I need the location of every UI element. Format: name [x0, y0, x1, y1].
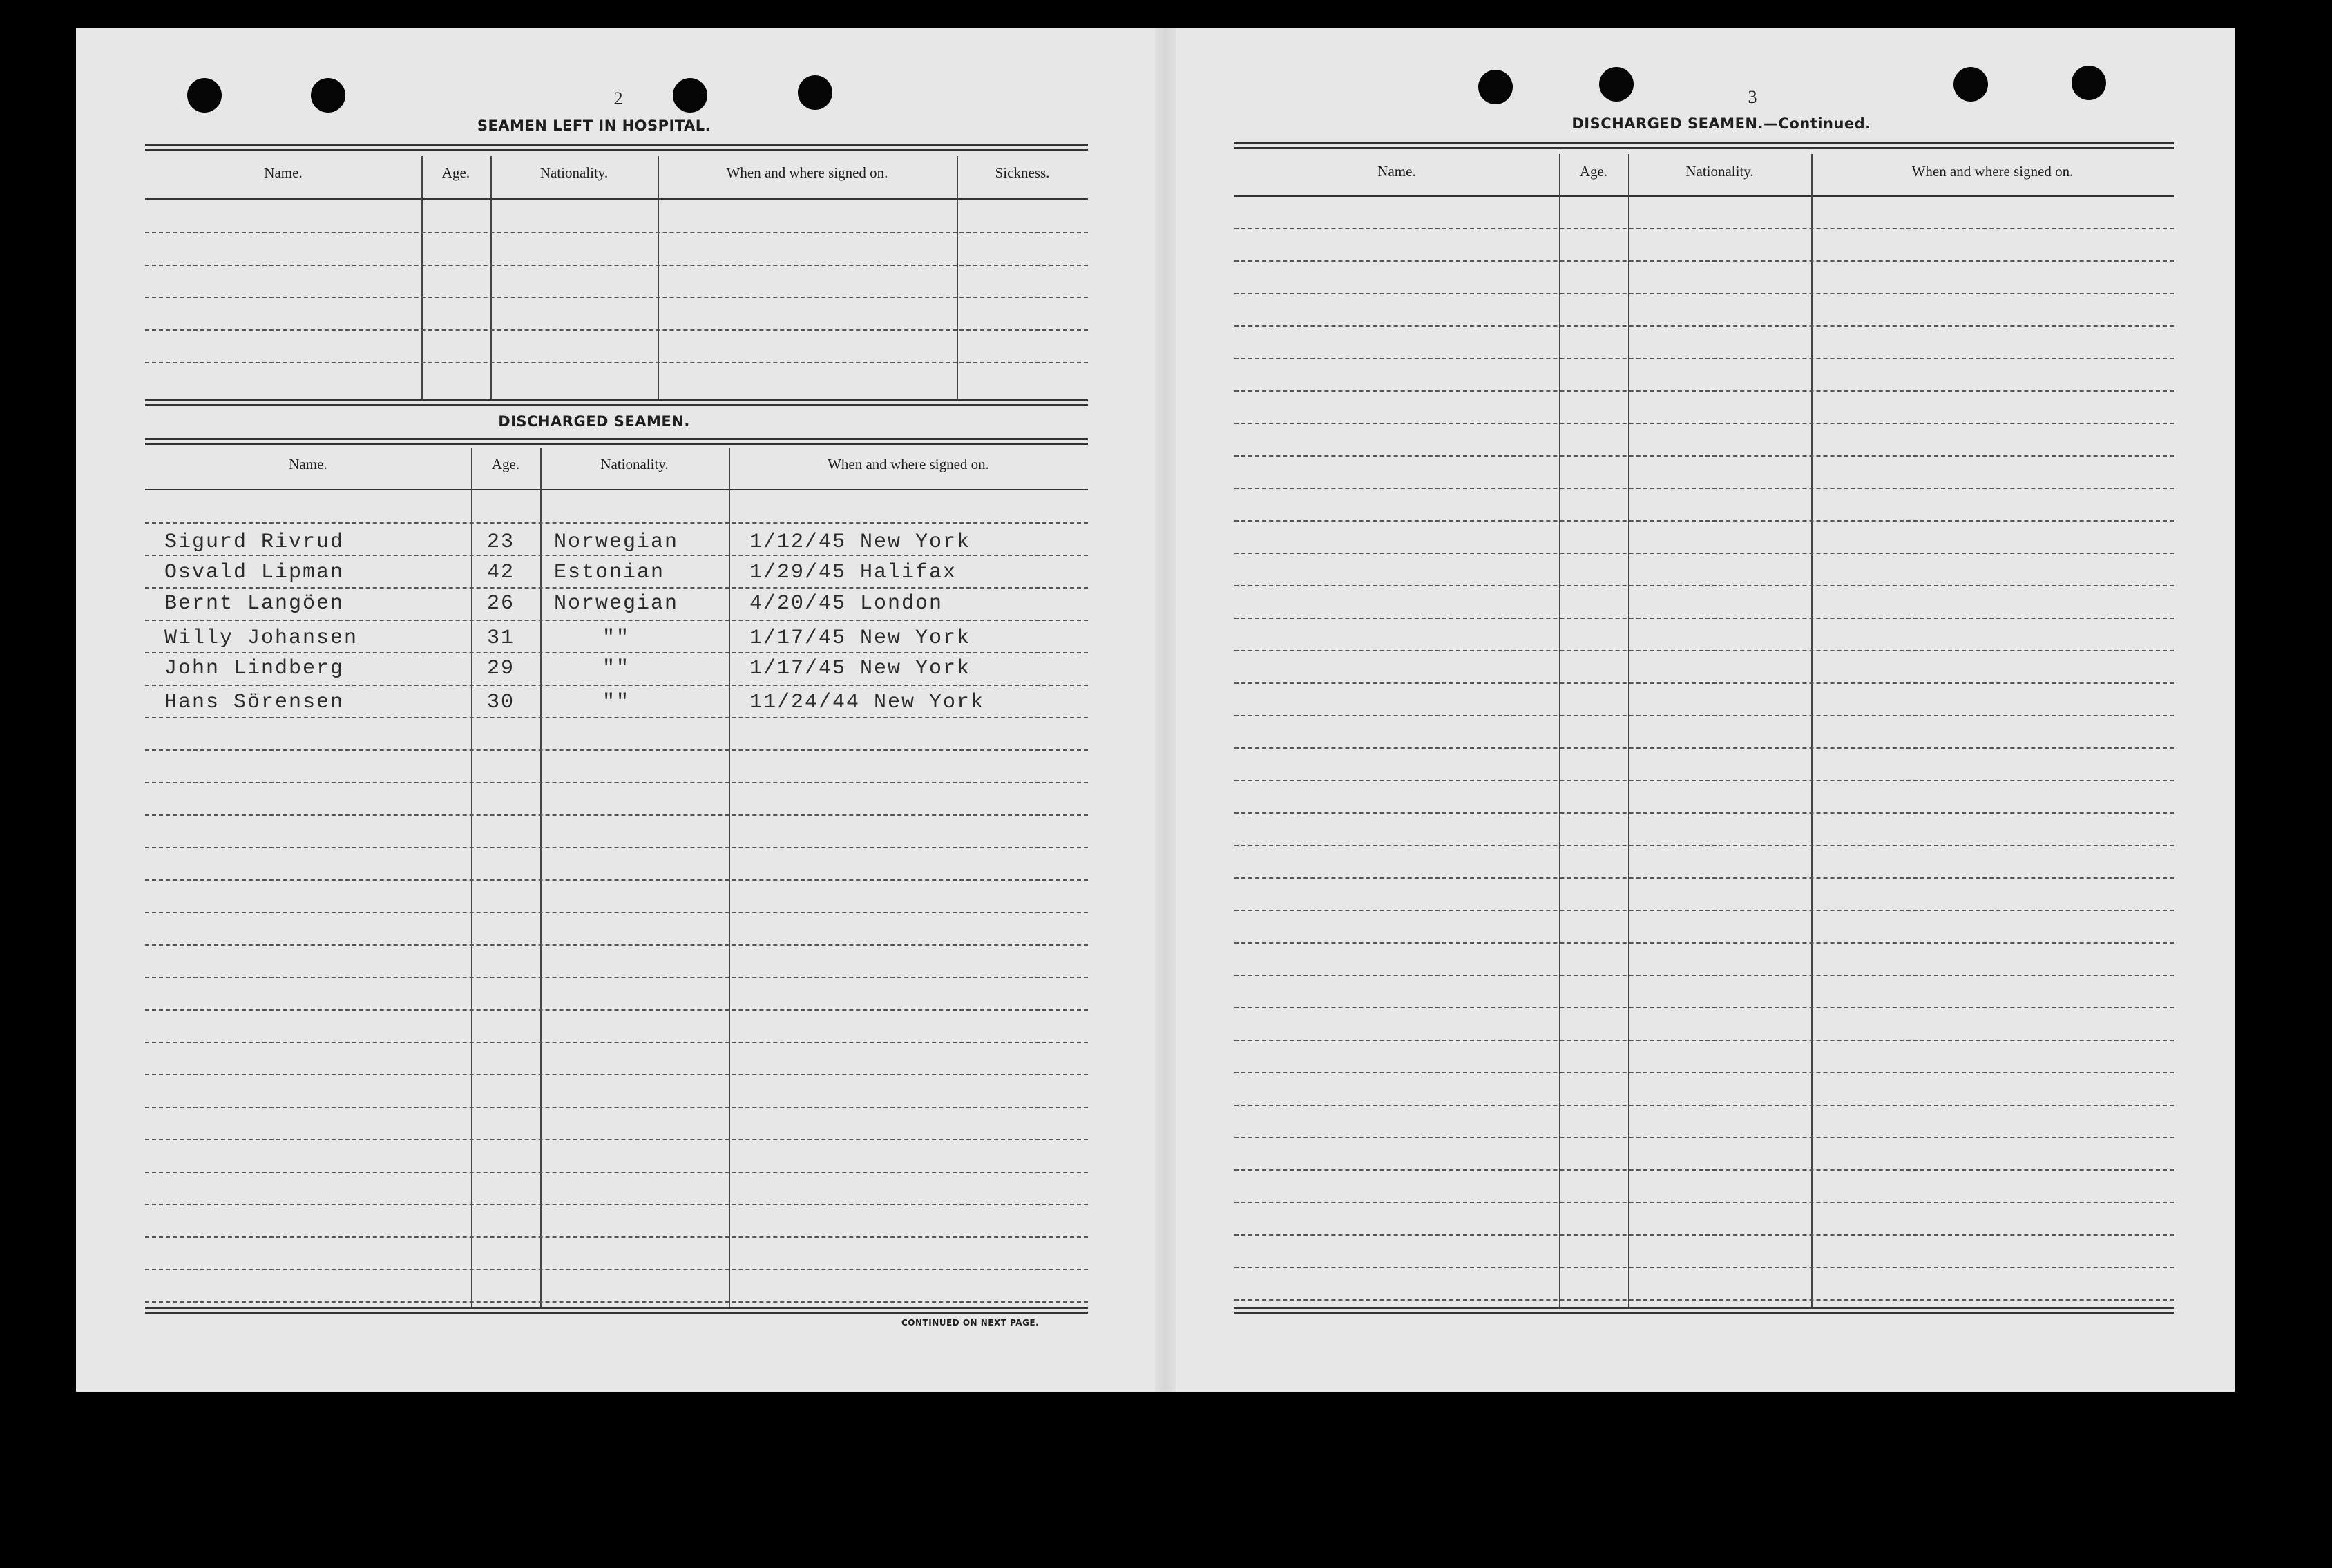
column-divider [540, 448, 542, 1307]
row-rule [1234, 1137, 2174, 1138]
row-rule [145, 717, 1088, 718]
row-rule [1234, 1040, 2174, 1041]
row-rule [1234, 715, 2174, 716]
section-rule [1234, 1307, 2174, 1314]
column-header: Age. [1579, 163, 1608, 180]
row-rule [1234, 585, 2174, 586]
page-number: 2 [613, 88, 623, 108]
row-rule [145, 1301, 1088, 1303]
row-rule [145, 944, 1088, 946]
row-rule [1234, 975, 2174, 976]
discharged-section-title: DISCHARGED SEAMEN. [498, 413, 690, 430]
row-rule [1234, 877, 2174, 879]
section-rule [145, 144, 1088, 151]
column-header: Nationality. [1685, 163, 1754, 180]
row-rule [145, 620, 1088, 621]
column-header: Nationality. [600, 456, 669, 472]
row-rule [1234, 650, 2174, 651]
right-page [1155, 28, 2235, 1392]
row-rule [1234, 780, 2174, 781]
row-rule [145, 1139, 1088, 1140]
column-divider [957, 156, 958, 401]
column-header: Nationality. [539, 164, 609, 181]
header-rule [145, 198, 1088, 200]
row-rule [1234, 1234, 2174, 1236]
row-rule [145, 782, 1088, 783]
discharged-row-signed-on: 1/17/45 New York [749, 657, 971, 680]
discharged-row-age: 23 [487, 530, 515, 554]
row-rule [1234, 618, 2174, 619]
row-rule [1234, 228, 2174, 229]
row-rule [1234, 553, 2174, 554]
row-rule [145, 685, 1088, 686]
row-rule [145, 1042, 1088, 1043]
column-header: Name. [1377, 163, 1416, 180]
discharged-row-signed-on: 4/20/45 London [749, 592, 944, 615]
row-rule [1234, 455, 2174, 457]
discharged-row-name: Hans Sörensen [164, 691, 345, 714]
section-rule [145, 399, 1088, 406]
discharged-row-signed-on: 11/24/44 New York [749, 691, 985, 714]
row-rule [145, 232, 1088, 233]
section-rule [145, 1307, 1088, 1314]
page-number: 3 [1748, 87, 1757, 107]
row-rule [1234, 1169, 2174, 1171]
row-rule [1234, 423, 2174, 424]
column-header: Name. [289, 456, 327, 472]
column-divider [421, 156, 423, 401]
column-header: Age. [491, 456, 520, 472]
left-page [76, 28, 1155, 1392]
row-rule [145, 749, 1088, 751]
row-rule [145, 847, 1088, 848]
discharged-row-signed-on: 1/12/45 New York [749, 530, 971, 554]
column-divider [658, 156, 659, 401]
row-rule [145, 1009, 1088, 1011]
row-rule [145, 814, 1088, 816]
discharged-row-age: 30 [487, 691, 515, 714]
title-continued: —Continued. [1763, 115, 1871, 132]
row-rule [145, 329, 1088, 331]
column-header: Sickness. [995, 164, 1050, 181]
discharged-row-age: 26 [487, 592, 515, 615]
row-rule [1234, 293, 2174, 294]
row-rule [1234, 1072, 2174, 1073]
discharged-row-name: Osvald Lipman [164, 561, 345, 584]
row-rule [1234, 1202, 2174, 1203]
row-rule [145, 265, 1088, 266]
row-rule [145, 362, 1088, 363]
row-rule [145, 587, 1088, 589]
column-divider [1628, 154, 1629, 1307]
column-divider [1811, 154, 1813, 1307]
row-rule [145, 1204, 1088, 1205]
column-header: When and where signed on. [828, 456, 989, 472]
discharged-row-nationality: Norwegian [554, 530, 679, 554]
column-divider [729, 448, 730, 1307]
discharged-row-age: 29 [487, 657, 515, 680]
ledger-sheet [76, 28, 2235, 1392]
section-rule [145, 438, 1088, 445]
row-rule [1234, 747, 2174, 749]
row-rule [145, 652, 1088, 653]
row-rule [145, 522, 1088, 524]
row-rule [1234, 942, 2174, 944]
row-rule [1234, 260, 2174, 262]
row-rule [1234, 910, 2174, 911]
row-rule [1234, 812, 2174, 814]
discharged-row-signed-on: 1/17/45 New York [749, 627, 971, 650]
discharged-row-age: 42 [487, 561, 515, 584]
row-rule [145, 1074, 1088, 1075]
discharged-row-name: Bernt Langöen [164, 592, 345, 615]
discharged-row-nationality: "" [602, 691, 631, 714]
row-rule [145, 555, 1088, 556]
discharged-row-nationality: "" [602, 657, 631, 680]
row-rule [1234, 682, 2174, 684]
discharged-row-nationality: Norwegian [554, 592, 679, 615]
discharged-row-signed-on: 1/29/45 Halifax [749, 561, 957, 584]
column-header: When and where signed on. [726, 164, 888, 181]
row-rule [145, 1269, 1088, 1270]
discharged-row-name: Willy Johansen [164, 627, 359, 650]
row-rule [145, 977, 1088, 978]
discharged-continued-title [1411, 115, 2032, 132]
discharged-row-name: John Lindberg [164, 657, 345, 680]
hospital-section-title: SEAMEN LEFT IN HOSPITAL. [477, 117, 711, 134]
continued-note: CONTINUED ON NEXT PAGE. [901, 1318, 1040, 1328]
column-header: Name. [264, 164, 303, 181]
discharged-row-age: 31 [487, 627, 515, 650]
row-rule [1234, 1105, 2174, 1106]
row-rule [145, 1236, 1088, 1238]
row-rule [1234, 845, 2174, 846]
row-rule [1234, 520, 2174, 522]
row-rule [1234, 488, 2174, 489]
discharged-row-nationality: "" [602, 627, 631, 650]
row-rule [145, 912, 1088, 913]
header-rule [1234, 195, 2174, 197]
column-divider [490, 156, 492, 401]
discharged-row-nationality: Estonian [554, 561, 665, 584]
row-rule [1234, 325, 2174, 327]
header-rule [145, 489, 1088, 490]
row-rule [1234, 1299, 2174, 1301]
row-rule [145, 1107, 1088, 1108]
row-rule [1234, 358, 2174, 359]
row-rule [1234, 1267, 2174, 1268]
discharged-row-name: Sigurd Rivrud [164, 530, 345, 554]
row-rule [1234, 390, 2174, 392]
column-header: When and where signed on. [1911, 163, 2074, 180]
title-text: DISCHARGED SEAMEN. [1571, 115, 1764, 132]
column-header: Age. [441, 164, 470, 181]
section-rule [1234, 142, 2174, 149]
row-rule [145, 1172, 1088, 1173]
column-divider [1559, 154, 1560, 1307]
row-rule [145, 879, 1088, 881]
row-rule [1234, 1007, 2174, 1008]
column-divider [471, 448, 472, 1307]
row-rule [145, 297, 1088, 298]
